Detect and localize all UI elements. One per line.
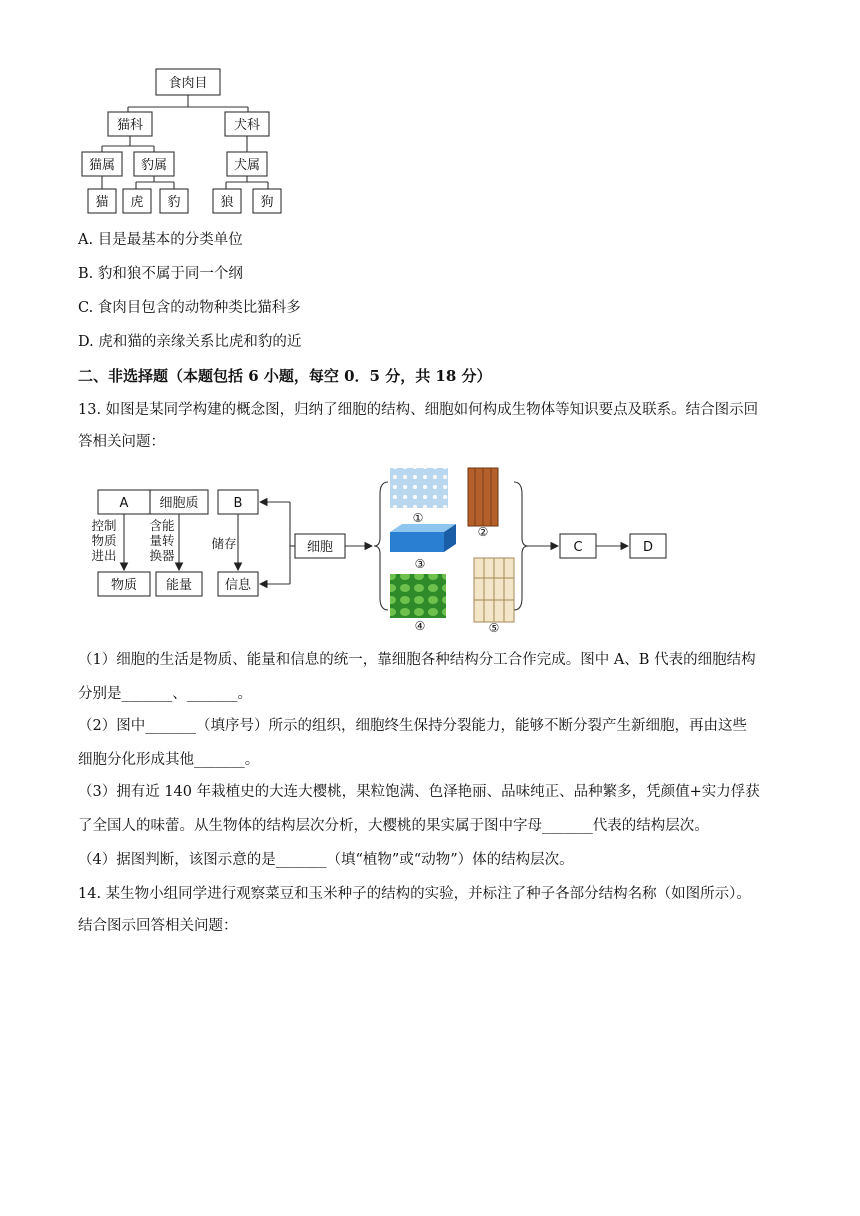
q13-p4-line1: （4）据图判断，该图示意的是_______（填“植物”或“动物”）体的结构层次。	[78, 852, 574, 868]
tissue-num-5: ⑤	[488, 621, 500, 635]
tree-genus-felis: 猫属	[88, 158, 116, 173]
q14-stem-line2: 结合图示回答相关问题：	[78, 918, 238, 934]
q13-stem-line1: 13. 如图是某同学构建的概念图，归纳了细胞的结构、细胞如何构成生物体等知识要点及联系。结合图示回	[78, 402, 759, 418]
tissue-image-5	[474, 558, 514, 622]
option-a: A. 目是最基本的分类单位	[78, 232, 243, 248]
diagram-energy-2: 量转	[149, 533, 175, 548]
tree-family-dog: 犬科	[233, 118, 261, 133]
diagram-label-B: B	[233, 496, 243, 511]
diagram-control-2: 物质	[91, 533, 117, 548]
tissue-image-4	[390, 574, 446, 618]
classification-tree-diagram	[78, 64, 288, 218]
diagram-label-energy: 能量	[165, 578, 193, 593]
tissue-image-1	[390, 468, 448, 508]
diagram-label-C: C	[573, 540, 583, 555]
diagram-control-1: 控制	[91, 518, 117, 533]
q13-p3-line1: （3）拥有近 140 年栽植史的大连大樱桃，果粒饱满、色泽艳丽、品味纯正、品种繁多，凭颜值+实力俘获	[78, 784, 760, 800]
diagram-label-cell: 细胞	[306, 540, 334, 555]
q13-p3-line2: 了全国人的味蕾。从生物体的结构层次分析，大樱桃的果实属于图中字母_______代表的结构层次。	[78, 818, 709, 834]
diagram-label-matter: 物质	[110, 578, 138, 593]
q13-p1-line1: （1）细胞的生活是物质、能量和信息的统一，靠细胞各种结构分工合作完成。图中 A、B 代表的细胞结构	[78, 652, 756, 668]
diagram-label-cytoplasm: 细胞质	[159, 496, 199, 511]
tissue-num-4: ④	[414, 619, 426, 633]
tree-order-label: 食肉目	[168, 76, 208, 91]
diagram-energy-3: 换器	[149, 548, 175, 563]
q13-concept-diagram	[90, 462, 690, 638]
tree-genus-canis: 犬属	[233, 158, 261, 173]
option-d: D. 虎和猫的亲缘关系比虎和豹的近	[78, 334, 302, 350]
section-heading: 二、非选择题（本题包括 6 小题，每空 0．5 分，共 18 分）	[78, 367, 492, 385]
q13-p1-line2: 分别是_______、_______。	[78, 686, 252, 702]
tissue-num-3: ③	[414, 557, 426, 571]
q13-stem-line2: 答相关问题：	[78, 434, 165, 450]
diagram-label-info: 信息	[224, 578, 252, 593]
tree-species-cat: 猫	[95, 195, 109, 210]
tree-genus-panthera: 豹属	[140, 158, 168, 173]
tissue-image-3	[390, 524, 456, 552]
tissue-num-2: ②	[477, 525, 489, 539]
diagram-energy-1: 含能	[149, 518, 175, 533]
option-b: B. 豹和狼不属于同一个纲	[78, 266, 243, 282]
diagram-store: 储存	[211, 536, 237, 551]
q13-p2-line2: 细胞分化形成其他_______。	[78, 752, 260, 768]
diagram-label-A: A	[119, 496, 129, 511]
tissue-num-1: ①	[412, 511, 424, 525]
tree-species-dog: 狗	[260, 195, 274, 210]
q13-p2-line1: （2）图中_______（填序号）所示的组织，细胞终生保持分裂能力，能够不断分裂产生新细胞，再由这些	[78, 718, 747, 734]
tree-species-leopard: 豹	[167, 195, 181, 210]
tree-family-cat: 猫科	[116, 118, 144, 133]
tree-species-tiger: 虎	[130, 195, 144, 210]
diagram-label-D: D	[642, 540, 654, 555]
diagram-control-3: 进出	[91, 548, 117, 563]
option-c: C. 食肉目包含的动物种类比猫科多	[78, 300, 301, 316]
q14-stem-line1: 14. 某生物小组同学进行观察菜豆和玉米种子的结构的实验，并标注了种子各部分结构名称（如图所示）。	[78, 886, 751, 902]
tree-species-wolf: 狼	[220, 195, 234, 210]
